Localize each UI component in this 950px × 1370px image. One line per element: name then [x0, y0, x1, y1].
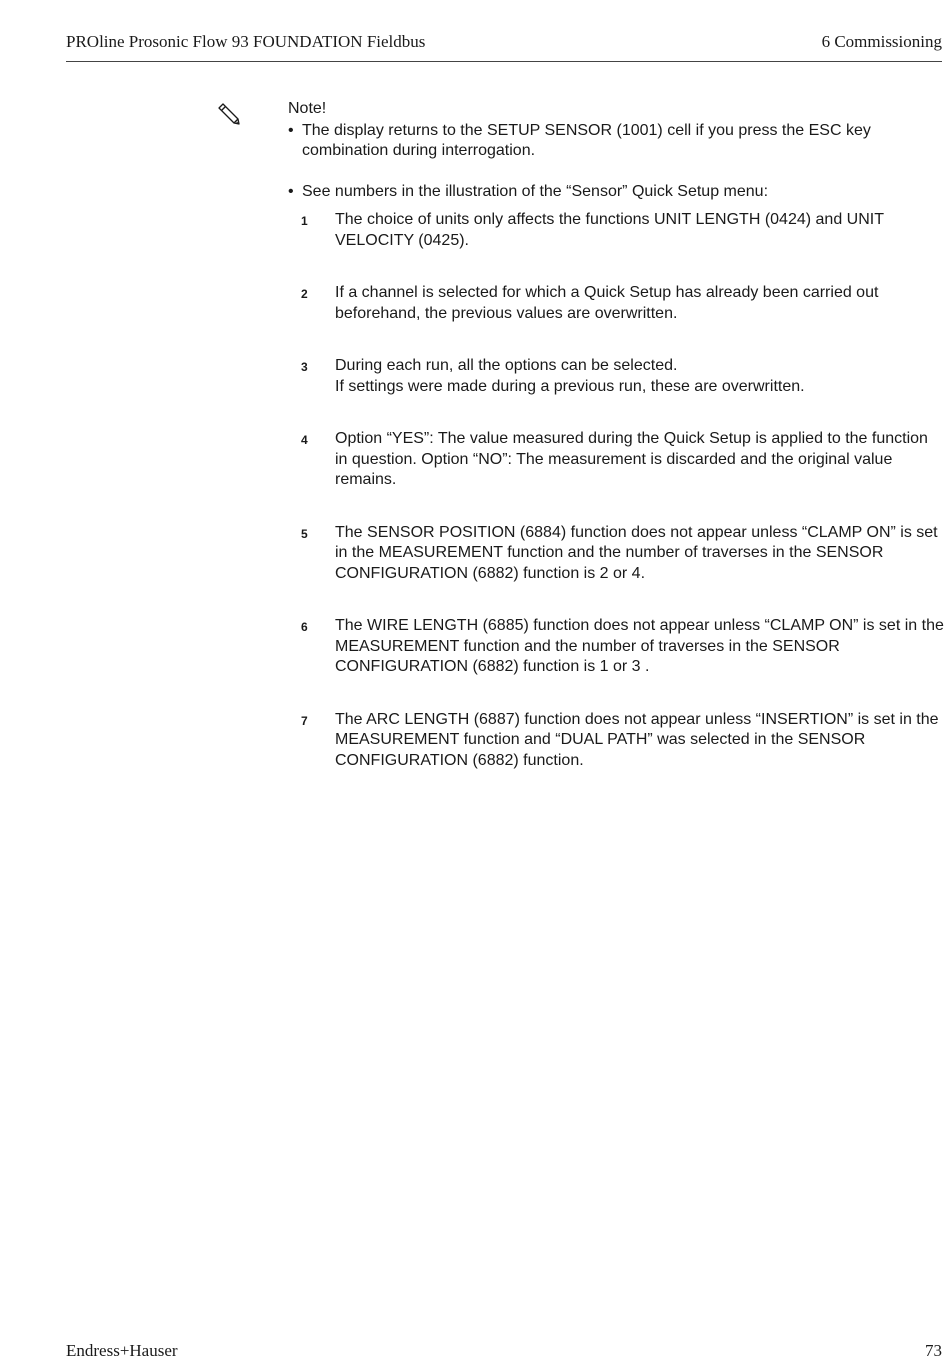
step-list: [288, 210, 944, 771]
list-item: [288, 429, 944, 491]
step-text: The ARC LENGTH (6887) function does not appear unless “INSERTION” is set in the MEASUREMENT function and “DUAL PATH” was selected in the SENSOR CONFIGURATION (6882) function.: [335, 710, 939, 769]
step-text: Option “YES”: The value measured during the Quick Setup is applied to the function in question. Option “NO”: The measurement is discarded and the original value remains.: [335, 430, 928, 488]
bullet-text: See numbers in the illustration of the “Sensor” Quick Setup menu:: [302, 182, 769, 200]
step-text: If a channel is selected for which a Quick Setup has already been carried out beforehand, the previous values are overwritten.: [335, 284, 879, 322]
step-text: During each run, all the options can be selected.: [335, 357, 678, 374]
step-text-second-line: If settings were made during a previous run, these are overwritten.: [335, 377, 805, 395]
step-number: 2: [301, 287, 308, 301]
step-text: The choice of units only affects the functions UNIT LENGTH (0424) and UNIT VELOCITY (0425).: [335, 211, 884, 249]
list-item: [288, 616, 944, 678]
list-item: [288, 356, 944, 397]
note-block: [288, 99, 944, 803]
document-title: PROline Prosonic Flow 93 FOUNDATION Fieldbus: [66, 32, 426, 51]
note-label: Note!: [288, 100, 327, 117]
step-number: 7: [301, 713, 308, 728]
step-text: The SENSOR POSITION (6884) function does not appear unless “CLAMP ON” is set in the MEASUREMENT function and the number of traverses in the SENSOR CONFIGURATION (6882) function is 2 or 4.: [335, 523, 938, 582]
bullet-item: [288, 121, 944, 162]
bullet-text: The display returns to the SETUP SENSOR (1001) cell if you press the ESC key combination during interrogation.: [302, 121, 871, 159]
list-item: [288, 710, 944, 772]
bullet-icon: •: [288, 121, 294, 139]
step-number: 4: [301, 433, 308, 447]
list-item: [288, 523, 944, 585]
step-text: The WIRE LENGTH (6885) function does not appear unless “CLAMP ON” is set in the MEASUREMENT function and the number of traverses in the SENSOR CONFIGURATION (6882) function is 1 or 3 .: [335, 617, 944, 675]
list-item: [288, 210, 944, 251]
pencil-icon: [214, 100, 242, 128]
step-number: 3: [301, 360, 308, 374]
page-number: 73: [925, 1341, 942, 1360]
section-title: 6 Commissioning: [821, 32, 942, 51]
step-number: 6: [301, 620, 308, 634]
step-number: 1: [301, 214, 308, 228]
bullet-icon: •: [288, 182, 294, 200]
step-number: 5: [301, 526, 308, 541]
footer-brand: Endress+Hauser: [66, 1341, 178, 1360]
bullet-item: [288, 182, 944, 203]
page-header: [66, 30, 942, 62]
list-item: [288, 283, 944, 324]
